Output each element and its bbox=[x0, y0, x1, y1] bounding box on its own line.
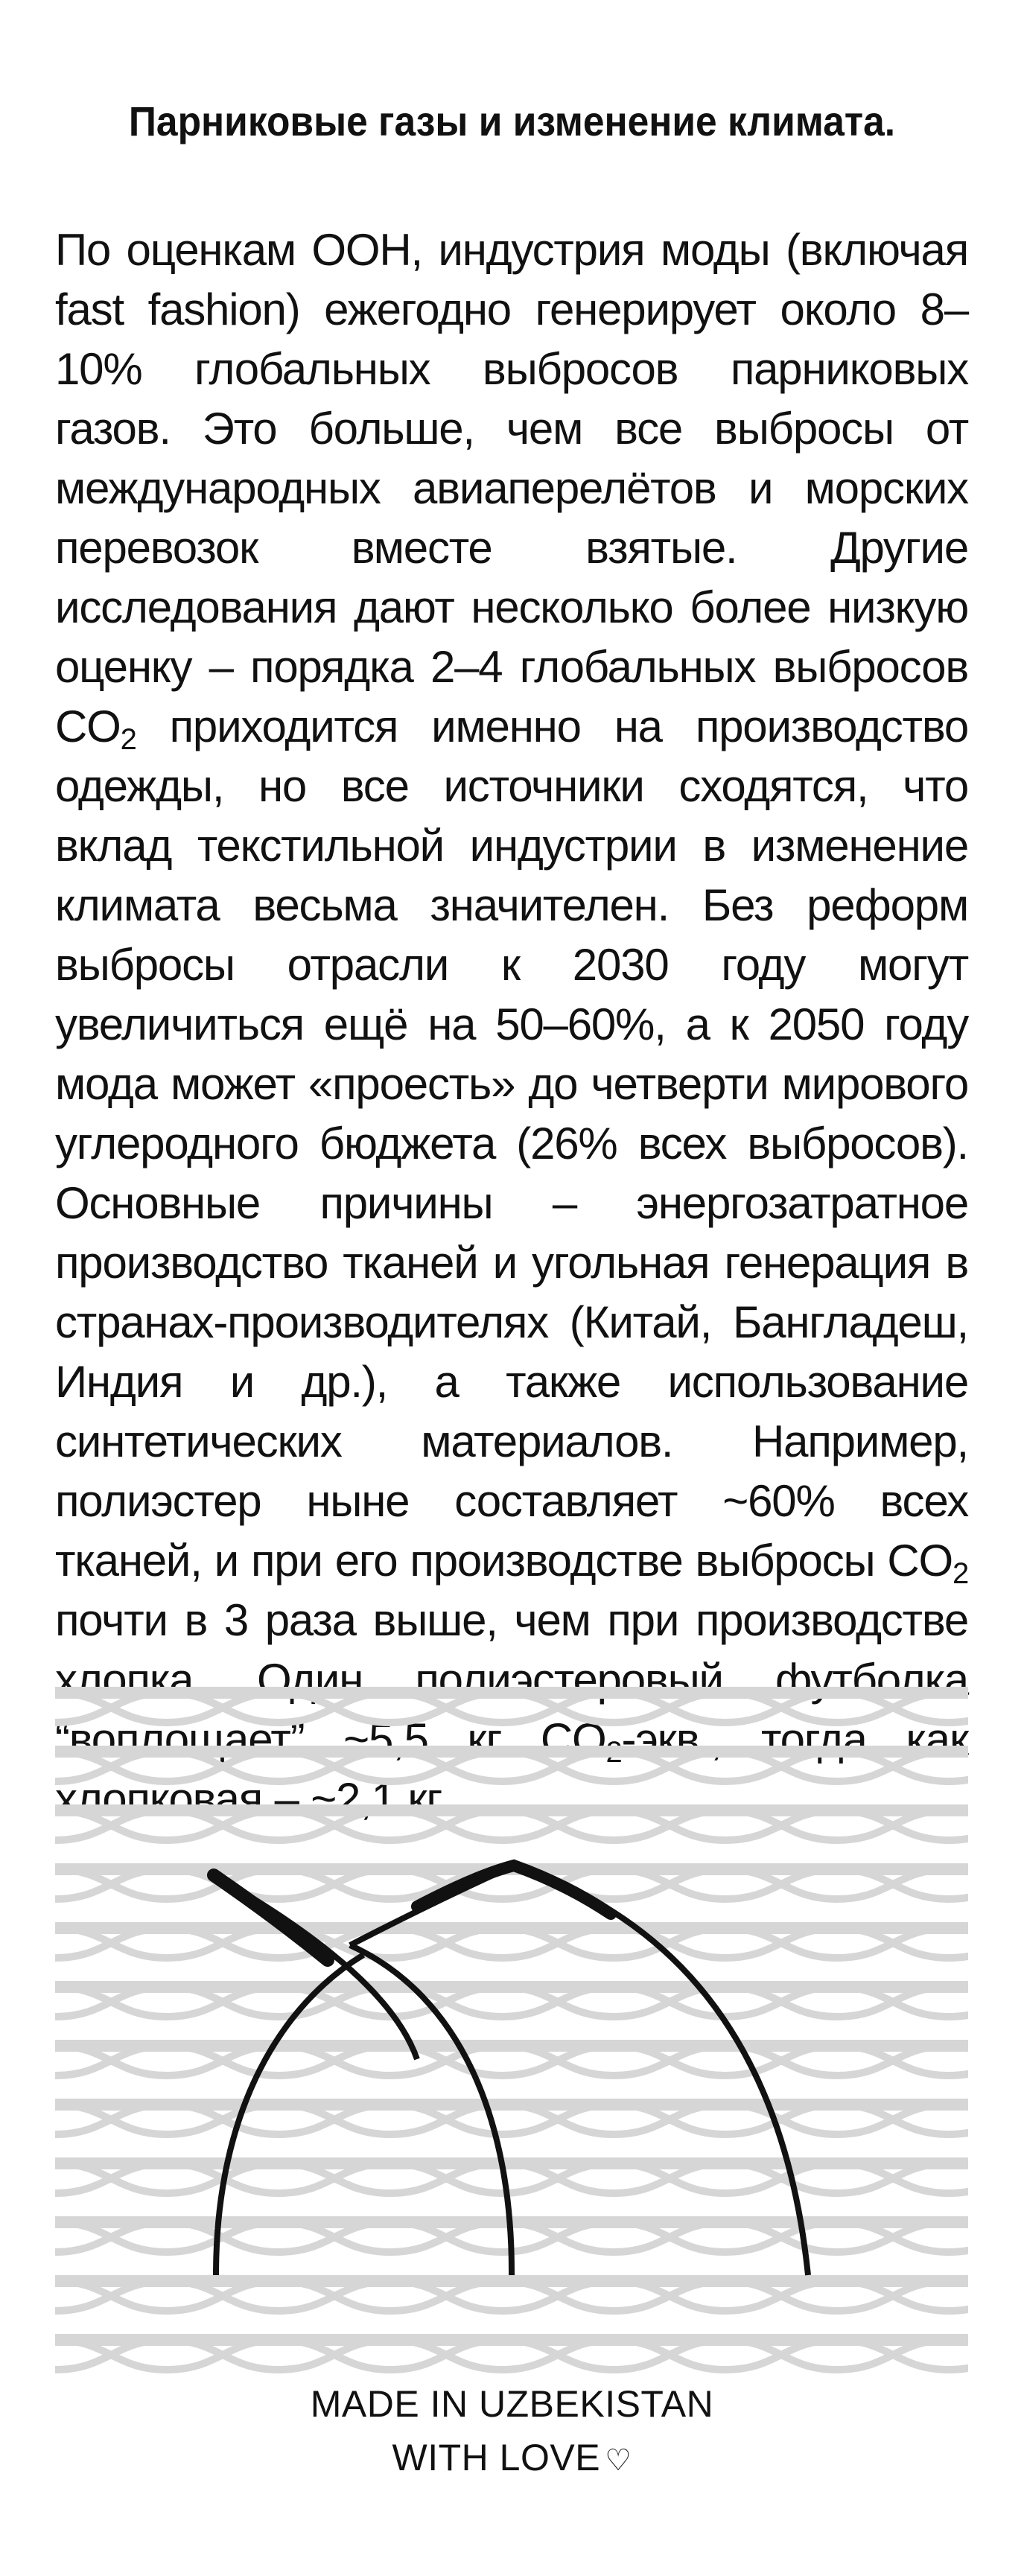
paragraph-part-1: По оценкам ООН, индустрия моды (включая fast fashion) ежегодно генерирует около 8–10% глобальных выбросов парниковых газов. Это больше, чем все выбросы от международных авиаперелётов и морских перевозок вместе взятые. Другие исследования дают несколько более низкую оценку – порядка 2–4 глобальных выбросов CO bbox=[55, 225, 968, 751]
paragraph-part-4: -экв., тогда как хлопковая – ~2,1 кг. bbox=[55, 1714, 968, 1824]
page-title: Парниковые газы и изменение климата. bbox=[128, 98, 896, 144]
climate-paragraph bbox=[55, 220, 968, 1829]
paragraph-part-2: приходится именно на производство одежды, но все источники сходятся, что вклад текстильной индустрии в изменение климата весьма значителен. Без реформ выбросы отрасли к 2030 году могут увеличиться ещё на 50–60%, а к 2050 году мода может «проесть» до четверти мирового углеродного бюджета (26% всех выбросов). Основные причины – энергозатратное производство тканей и угольная генерация в странах-производителях (Китай, Бангладеш, Индия и др.), а также использование синтетических материалов. Например, полиэстер ныне составляет ~60% всех тканей, и при его производстве выбросы CO bbox=[55, 702, 968, 1586]
heart-outline-icon: ♡ bbox=[605, 2444, 632, 2477]
woven-pattern bbox=[55, 1679, 968, 2391]
made-in-label: MADE IN UZBEKISTAN bbox=[310, 2383, 714, 2425]
co2-subscript-2: 2 bbox=[952, 1557, 968, 1590]
with-love-label bbox=[0, 2435, 1024, 2483]
paragraph-part-3: почти в 3 раза выше, чем при производстве хлопка. Один полиэстеровый футболка “воплощает” ~5,5 кг CO bbox=[55, 1595, 968, 1764]
co2-subscript-1: 2 bbox=[120, 723, 136, 756]
co2-subscript-3: 2 bbox=[605, 1736, 622, 1769]
with-love-text: WITH LOVE bbox=[392, 2437, 601, 2478]
